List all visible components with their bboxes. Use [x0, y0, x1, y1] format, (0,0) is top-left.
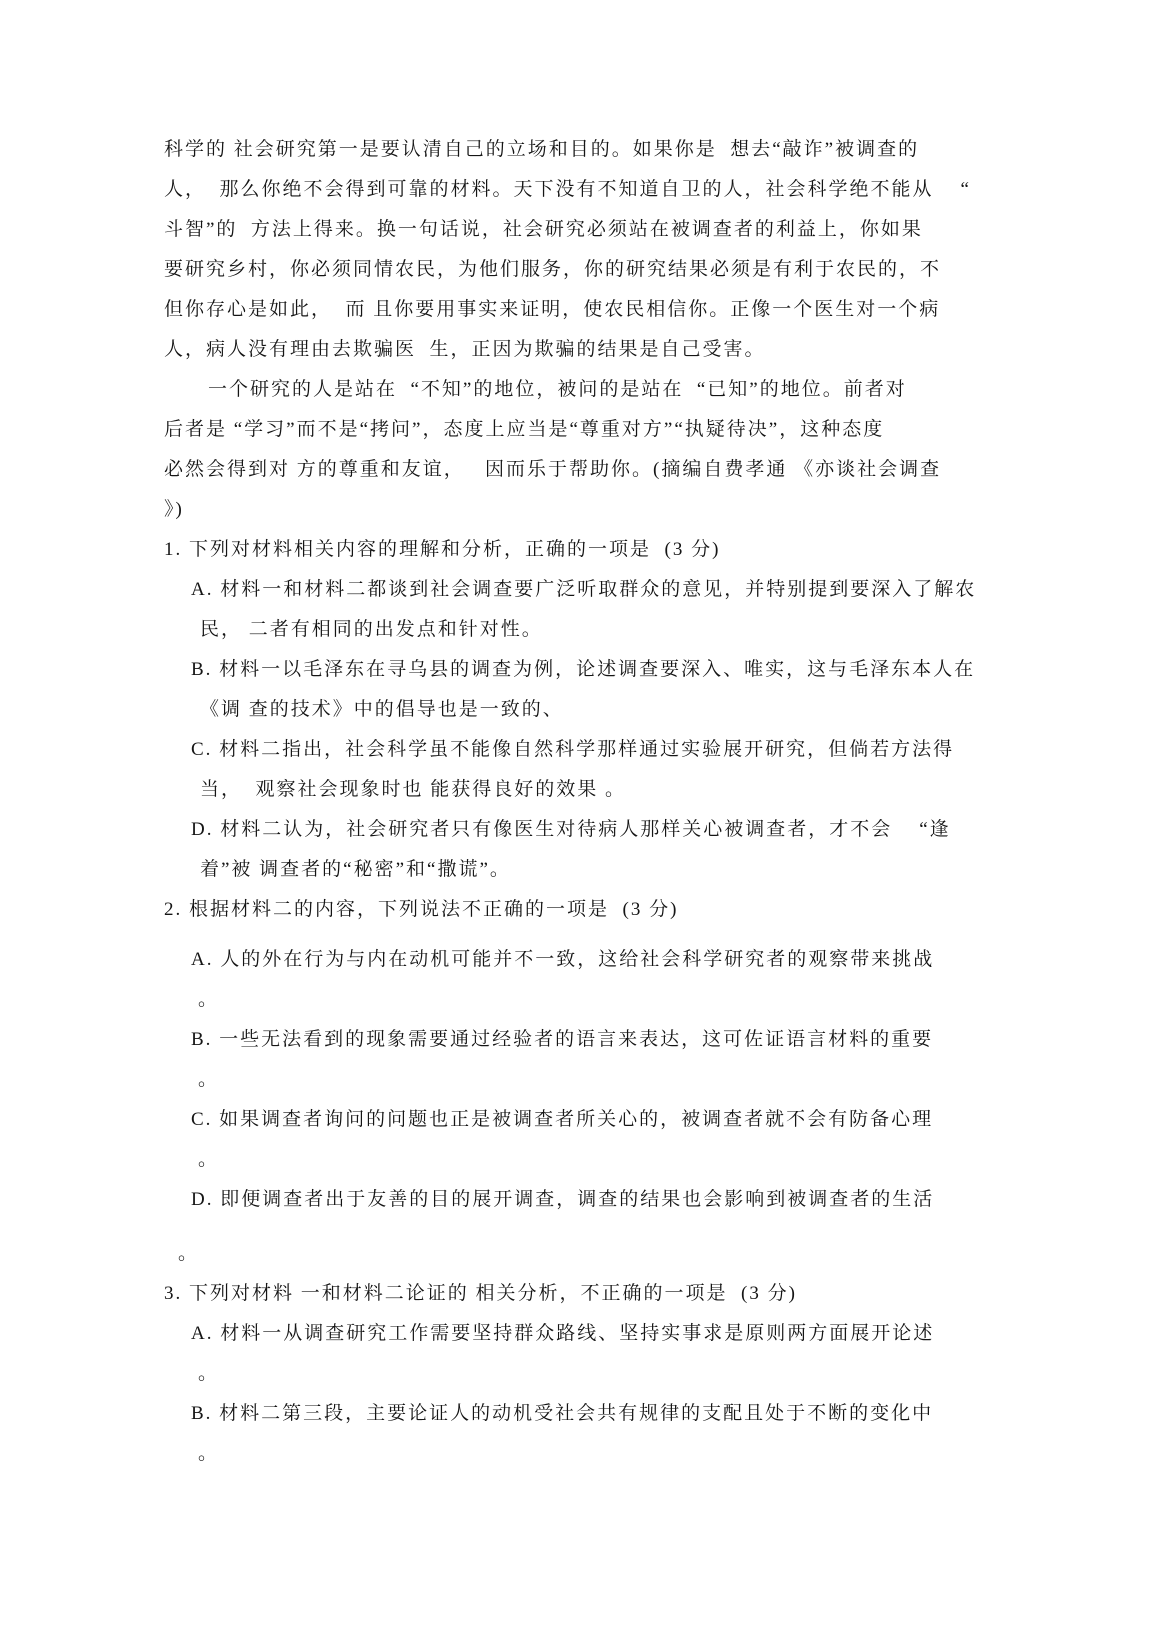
- text-line: 2. 根据材料二的内容，下列说法不正确的一项是 (3 分): [164, 899, 679, 920]
- text-content: [164, 130, 1034, 1474]
- text-line: 着”被 调查者的“秘密”和“撒谎”。: [200, 859, 511, 880]
- text-line: A. 材料一从调查研究工作需要坚持群众路线、坚持实事求是原则两方面展开论述: [191, 1323, 935, 1344]
- text-line: B. 材料一以毛泽东在寻乌县的调查为例，论述调查要深入、唯实，这与毛泽东本人在: [191, 659, 976, 680]
- text-line: D. 即便调查者出于友善的目的展开调查，调查的结果也会影响到被调查者的生活: [191, 1189, 935, 1210]
- text-line: 。: [178, 1243, 200, 1264]
- text-line: 人，病人没有理由去欺骗医 生，正因为欺骗的结果是自己受害。: [164, 339, 766, 360]
- text-line: C. 如果调查者询问的问题也正是被调查者所关心的，被调查者就不会有防备心理: [191, 1109, 934, 1130]
- text-line: 。: [198, 1069, 220, 1090]
- text-line: A. 材料一和材料二都谈到社会调查要广泛听取群众的意见，并特别提到要深入了解农: [191, 579, 977, 600]
- text-line: 》): [164, 499, 184, 520]
- text-line: 斗智”的 方法上得来。换一句话说，社会研究必须站在被调查者的利益上，你如果: [164, 219, 923, 240]
- text-line: 3. 下列对材料 一和材料二论证的 相关分析，不正确的一项是 (3 分): [164, 1283, 797, 1304]
- text-line: 一个研究的人是站在 “不知”的地位，被问的是站在 “已知”的地位。前者对: [208, 379, 907, 400]
- text-line: A. 人的外在行为与内在动机可能并不一致，这给社会科学研究者的观察带来挑战: [191, 949, 935, 970]
- text-line: 《调 查的技术》中的倡导也是一致的、: [200, 699, 564, 720]
- text-line: 。: [198, 1363, 220, 1384]
- text-line: B. 一些无法看到的现象需要通过经验者的语言来表达，这可佐证语言材料的重要: [191, 1029, 934, 1050]
- text-line: 后者是 “学习”而不是“拷问”，态度上应当是“尊重对方”“执疑待决”，这种态度: [164, 419, 885, 440]
- text-line: 当， 观察社会现象时也 能获得良好的效果 。: [200, 779, 627, 800]
- text-line: 。: [198, 1149, 220, 1170]
- text-line: 科学的 社会研究第一是要认清自己的立场和目的。如果你是 想去“敲诈”被调查的: [164, 139, 920, 160]
- text-line: 但你存心是如此， 而 且你要用事实来证明，使农民相信你。正像一个医生对一个病: [164, 299, 941, 320]
- text-line: 1. 下列对材料相关内容的理解和分析，正确的一项是 (3 分): [164, 539, 721, 560]
- text-line: D. 材料二认为，社会研究者只有像医生对待病人那样关心被调查者，才不会 “逢: [191, 819, 951, 840]
- text-line: C. 材料二指出，社会科学虽不能像自然科学那样通过实验展开研究，但倘若方法得: [191, 739, 955, 760]
- text-line: 必然会得到对 方的尊重和友谊， 因而乐于帮助你。(摘编自费孝通 《亦谈社会调查: [164, 459, 942, 480]
- text-line: 要研究乡村，你必须同情农民，为他们服务，你的研究结果必须是有利于农民的，不: [164, 259, 942, 280]
- text-line: 。: [198, 989, 220, 1010]
- text-line: 。: [198, 1443, 220, 1464]
- text-line: B. 材料二第三段，主要论证人的动机受社会共有规律的支配且处于不断的变化中: [191, 1403, 934, 1424]
- text-line: 人， 那么你绝不会得到可靠的材料。天下没有不知道自卫的人，社会科学绝不能从 “: [164, 179, 971, 200]
- text-line: 民， 二者有相同的出发点和针对性。: [200, 619, 543, 640]
